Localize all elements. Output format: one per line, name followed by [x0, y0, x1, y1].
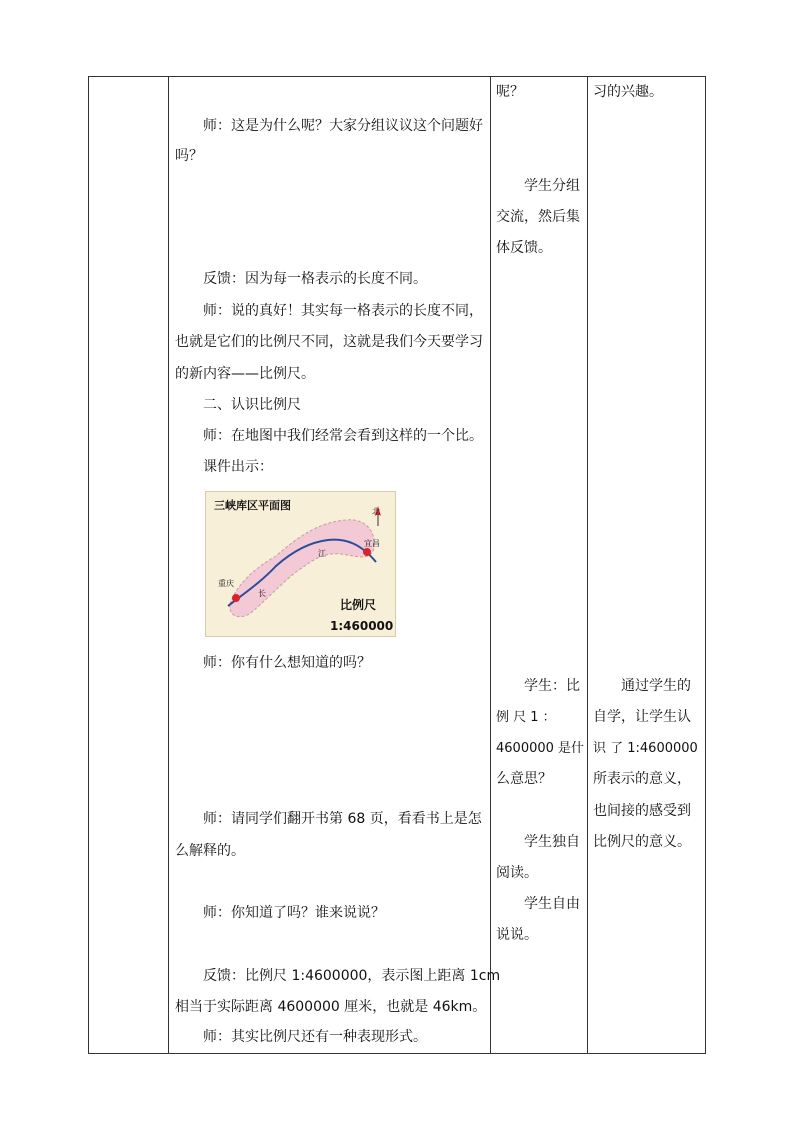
- north-label: 北: [372, 507, 380, 516]
- column-divider: [490, 77, 491, 1053]
- intent-text: 通过学生的: [621, 678, 691, 694]
- column-divider: [168, 77, 169, 1053]
- paragraph: 师：说的真好！其实每一格表示的长度不同，: [203, 303, 483, 319]
- student-text: 学生自由: [524, 896, 580, 912]
- paragraph: 师：请同学们翻开书第 68 页，看看书上是怎: [203, 811, 482, 827]
- intent-text: 比例尺的意义。: [593, 834, 691, 850]
- paragraph: 反馈：因为每一格表示的长度不同。: [203, 271, 427, 287]
- chongqing-label: 重庆: [218, 579, 234, 588]
- column-divider: [587, 77, 588, 1053]
- paragraph: 师：在地图中我们经常会看到这样的一个比。: [203, 428, 483, 444]
- student-text: 学生分组: [524, 178, 580, 194]
- paragraph: 课件出示：: [203, 459, 273, 475]
- student-text: 4600000 是什: [496, 741, 585, 756]
- chongqing-dot: [232, 594, 240, 602]
- paragraph: 的新内容——比例尺。: [175, 366, 315, 382]
- paragraph: 师：你知道了吗？谁来说说？: [203, 905, 385, 921]
- student-text: 学生：比: [524, 678, 580, 694]
- paragraph: 相当于实际距离 4600000 厘米，也就是 46km。: [175, 999, 487, 1015]
- student-text: 交流，然后集: [496, 209, 580, 225]
- paragraph: 师：其实比例尺还有一种表现形式。: [203, 1029, 427, 1045]
- section-heading: 二、认识比例尺: [203, 397, 301, 413]
- student-text: 学生独自: [524, 834, 580, 850]
- student-text: 例 尺 1 ：: [496, 710, 556, 725]
- paragraph: 么解释的。: [175, 843, 245, 859]
- student-text: 说说。: [496, 927, 538, 943]
- student-text: 阅读。: [496, 865, 538, 881]
- paragraph: 师：你有什么想知道的吗？: [203, 655, 371, 671]
- intent-text: 也间接的感受到: [593, 803, 691, 819]
- river-char: 长: [258, 589, 266, 598]
- student-text: 呢？: [496, 84, 524, 100]
- paragraph: 反馈：比例尺 1:4600000，表示图上距离 1cm: [203, 968, 501, 984]
- river-char: 江: [318, 549, 326, 558]
- intent-text: 习的兴趣。: [593, 84, 663, 100]
- student-text: 体反馈。: [496, 240, 552, 256]
- intent-text: 所表示的意义，: [593, 771, 691, 787]
- intent-text: 识 了 1:4600000: [593, 741, 698, 756]
- yichang-label: 宜昌: [364, 539, 380, 548]
- three-gorges-map-image: [205, 491, 396, 637]
- scale-label: 比例尺: [340, 598, 377, 612]
- scale-value: 1:460000: [330, 619, 394, 633]
- paragraph: 也就是它们的比例尺不同，这就是我们今天要学习: [175, 334, 483, 350]
- student-text: 么意思？: [496, 771, 552, 787]
- intent-text: 自学，让学生认: [593, 709, 691, 725]
- map-title: 三峡库区平面图: [214, 499, 291, 512]
- paragraph: 师：这是为什么呢？大家分组议议这个问题好: [203, 118, 483, 134]
- yichang-dot: [363, 548, 371, 556]
- paragraph: 吗？: [175, 148, 203, 164]
